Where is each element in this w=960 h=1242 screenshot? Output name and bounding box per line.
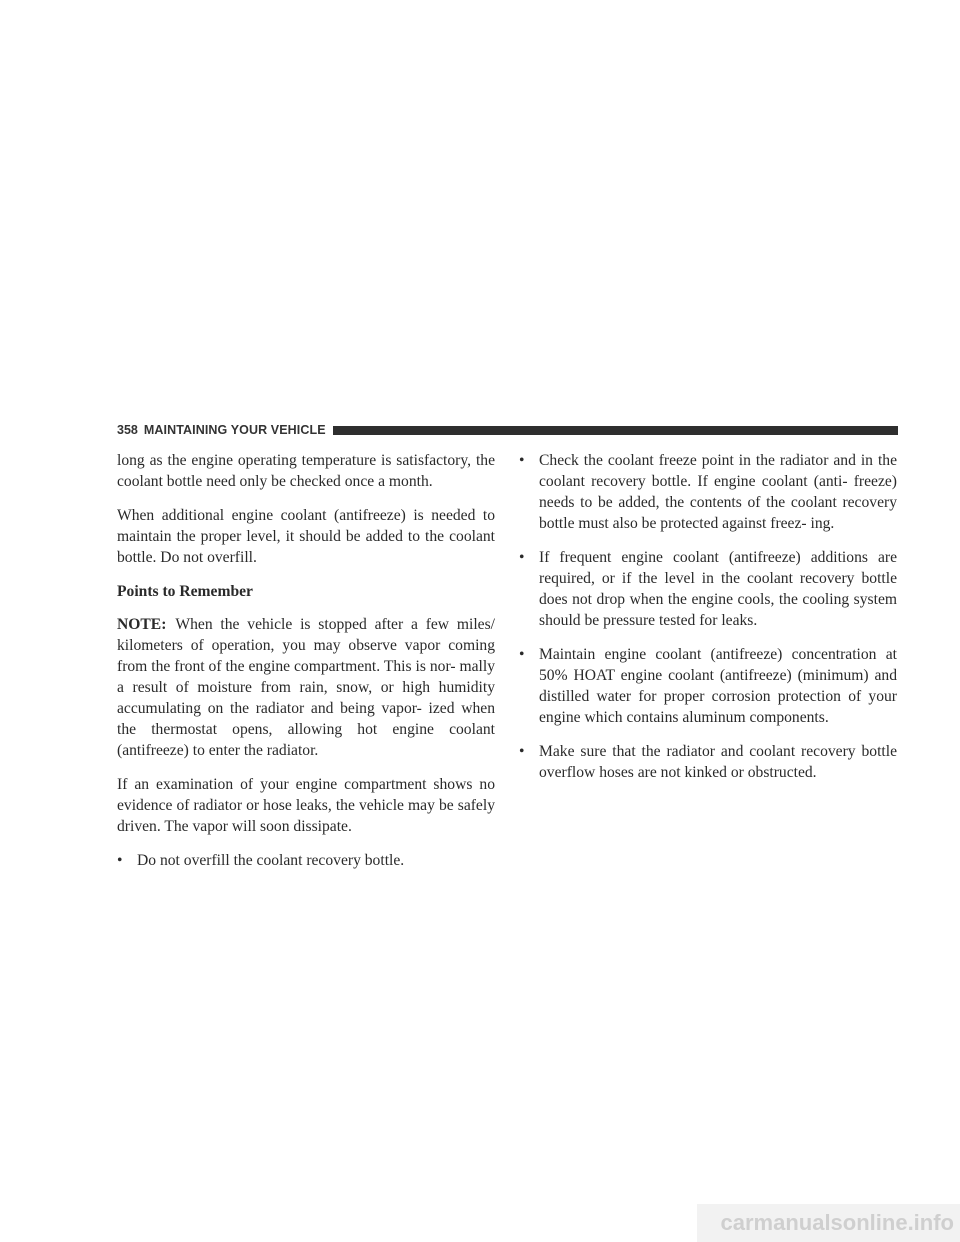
- list-item-text: Check the coolant freeze point in the radiator and in the coolant recovery bottle. If engine coolant (anti- freeze) needs to be added, the contents of the coolant recovery bottle must also be protected against freez- ing.: [539, 452, 897, 532]
- paragraph-continuation: long as the engine operating temperature is satisfactory, the coolant bottle need only be checked once a month.: [117, 452, 495, 490]
- bullet-icon: •: [519, 743, 525, 760]
- note-label: NOTE:: [117, 616, 167, 633]
- list-item: [117, 850, 495, 871]
- paragraph-examination: If an examination of your engine compartment shows no evidence of radiator or hose leaks, the vehicle may be safely driven. The vapor will soon dissipate.: [117, 776, 495, 835]
- list-item: [519, 741, 897, 783]
- paragraph-additional-coolant: When additional engine coolant (antifreeze) is needed to maintain the proper level, it should be added to the coolant bottle. Do not overfill.: [117, 507, 495, 566]
- list-item-text: Do not overfill the coolant recovery bottle.: [137, 852, 405, 869]
- list-item: [519, 450, 897, 534]
- page-header: [117, 419, 898, 441]
- bullet-icon: •: [519, 549, 525, 566]
- bullet-icon: •: [117, 852, 123, 869]
- note-text: When the vehicle is stopped after a few miles/ kilometers of operation, you may observe vapor coming from the front of the engine compartment. This is nor- mally a result of moisture from rain, snow, or high humidity accumulating on the radiator and being vapor- ized when the thermostat opens, allowing hot engine coolant (antifreeze) to enter the radiator.: [117, 616, 495, 759]
- page-number: 358: [117, 423, 138, 437]
- bullet-icon: •: [519, 452, 525, 469]
- list-item: [519, 547, 897, 631]
- note-paragraph: [117, 614, 495, 761]
- watermark: carmanualsonline.info: [697, 1204, 960, 1242]
- list-item-text: Maintain engine coolant (antifreeze) concentration at 50% HOAT engine coolant (antifreeze) (minimum) and distilled water for proper corrosion protection of your engine which contains aluminum components.: [539, 646, 897, 726]
- left-column: [117, 450, 495, 884]
- header-rule: [333, 426, 898, 435]
- list-item-text: If frequent engine coolant (antifreeze) additions are required, or if the level in the coolant recovery bottle does not drop when the engine cools, the cooling system should be pressure tested for leaks.: [539, 549, 897, 629]
- right-column: [519, 450, 897, 796]
- list-item-text: Make sure that the radiator and coolant recovery bottle overflow hoses are not kinked or obstructed.: [539, 743, 897, 781]
- section-title: MAINTAINING YOUR VEHICLE: [143, 423, 326, 437]
- bullet-icon: •: [519, 646, 525, 663]
- list-item: [519, 644, 897, 728]
- points-to-remember-heading: Points to Remember: [117, 583, 253, 600]
